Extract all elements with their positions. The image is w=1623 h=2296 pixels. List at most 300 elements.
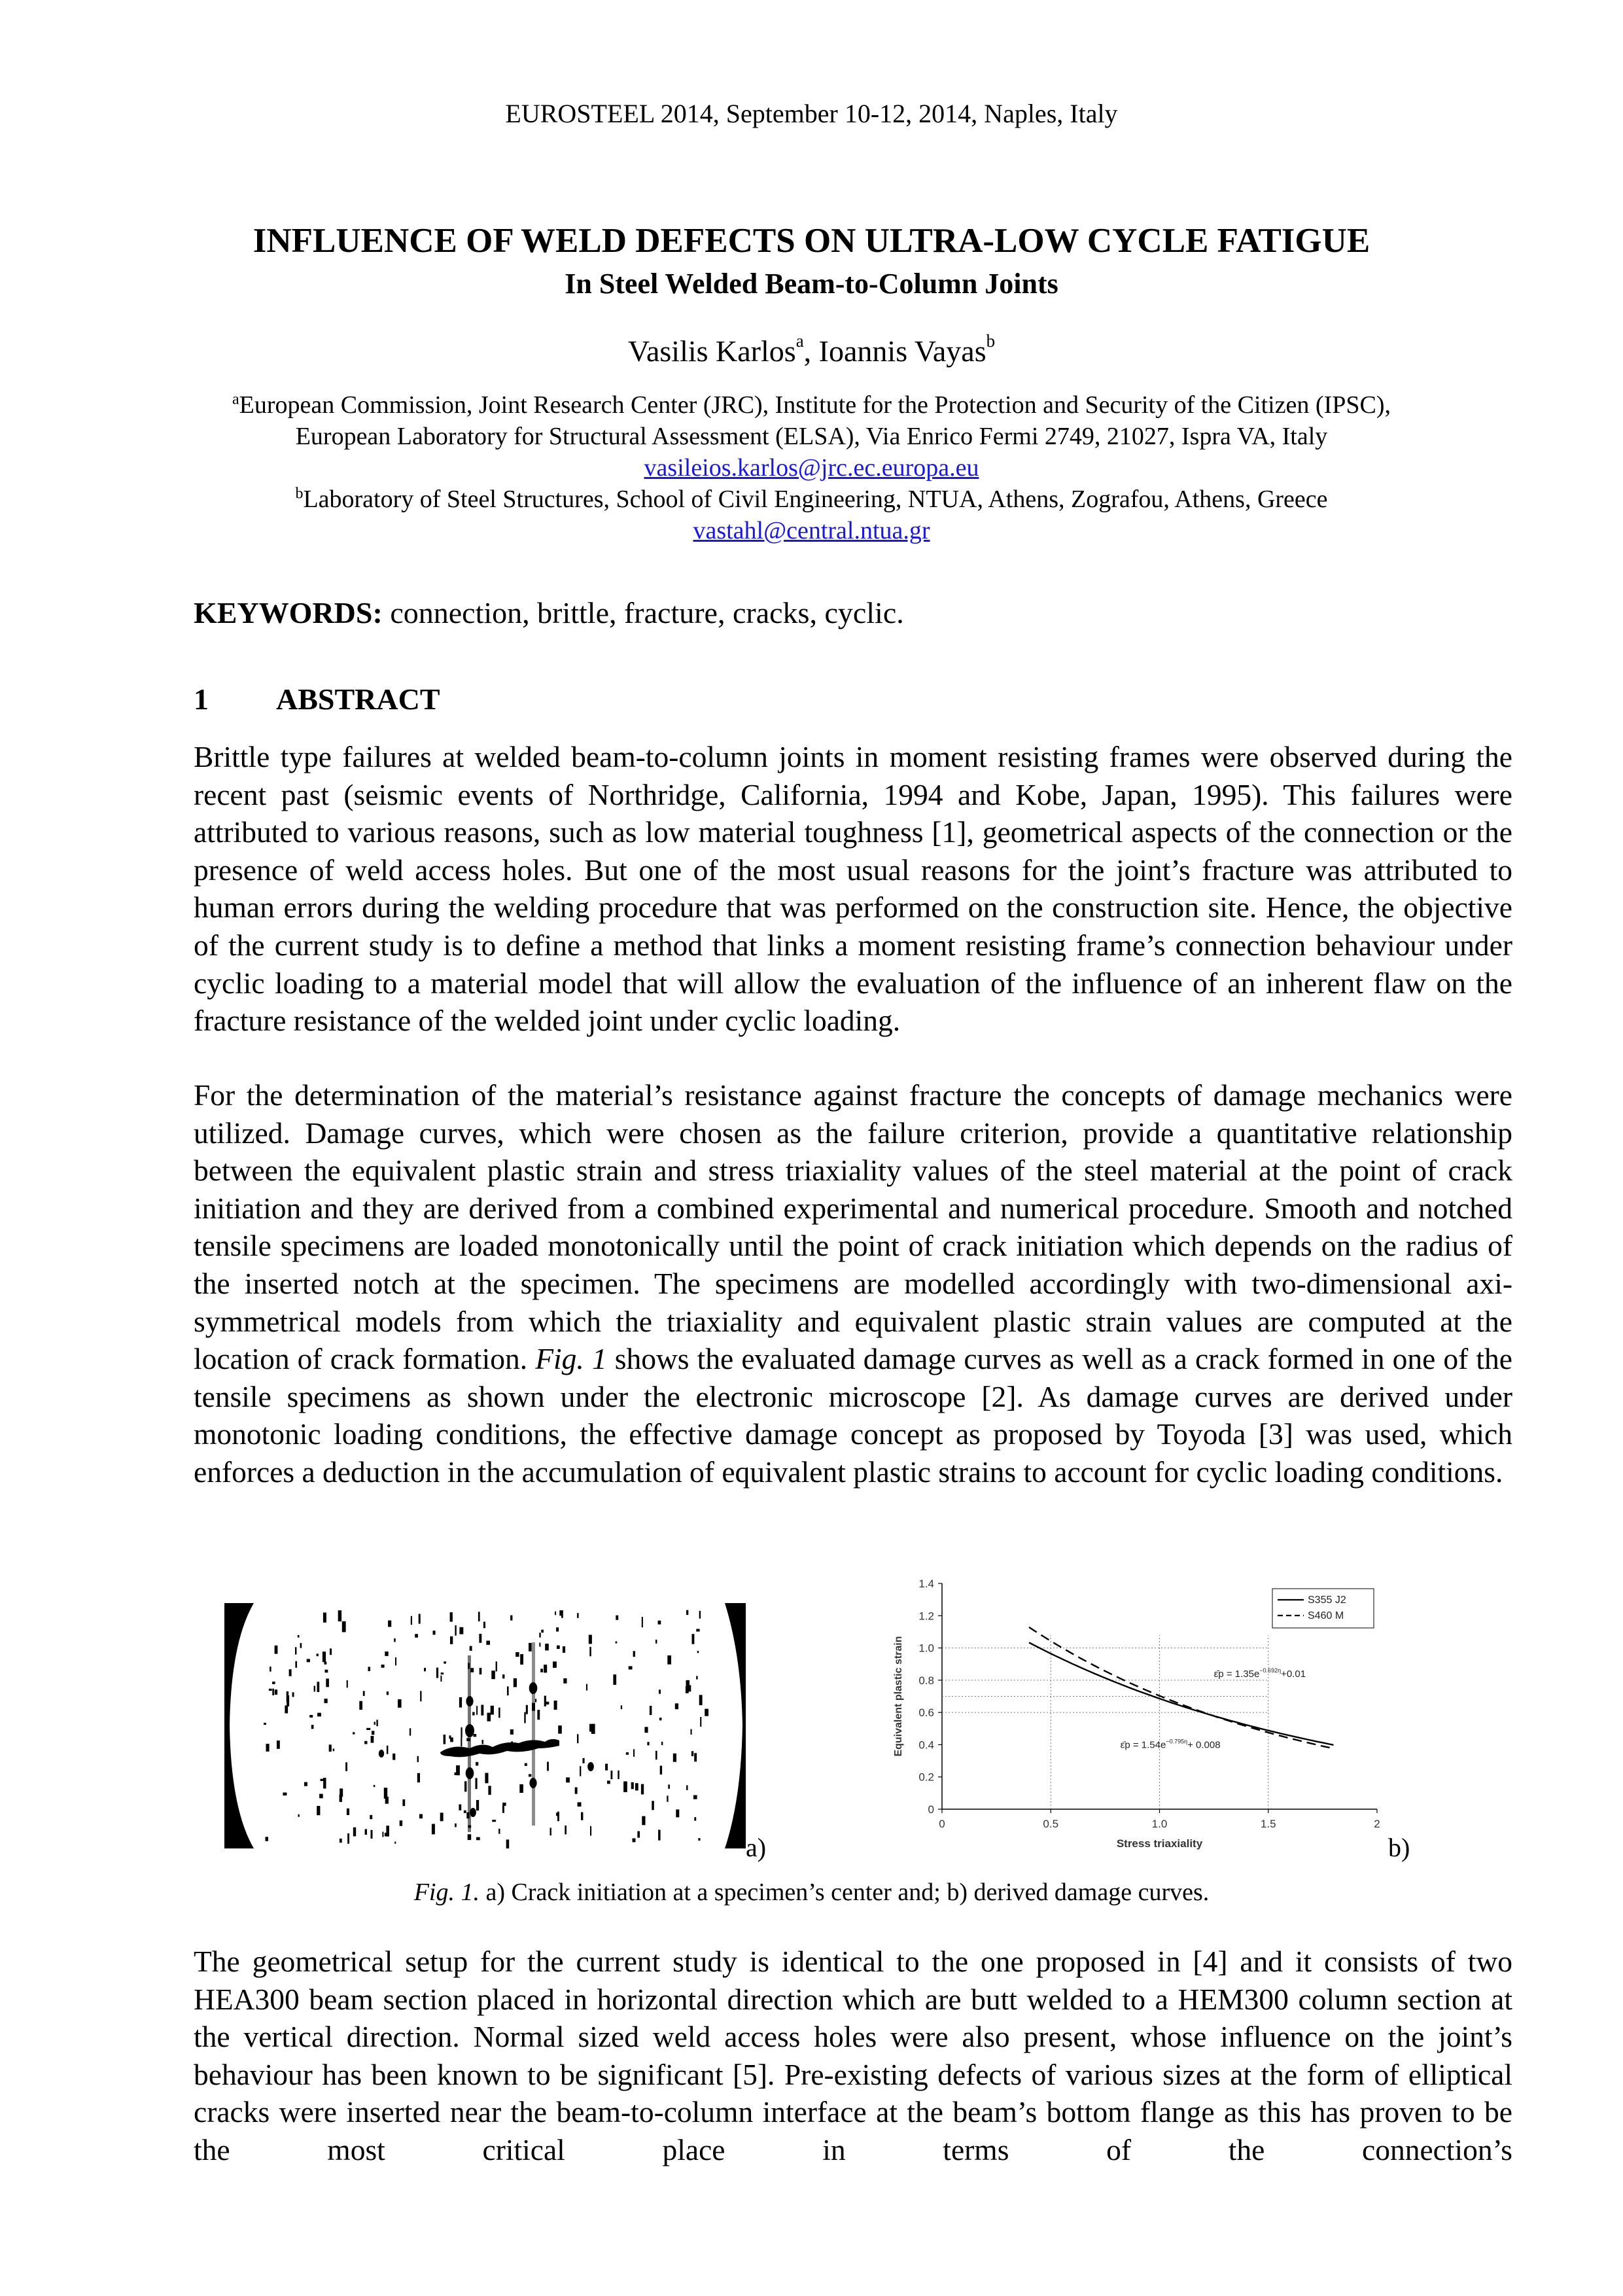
micro-speckle	[295, 1661, 297, 1668]
author-superscript: a	[795, 330, 804, 351]
x-tick-label: 2	[1374, 1818, 1380, 1830]
series-line-s355	[1029, 1642, 1334, 1745]
micro-speckle	[464, 1781, 466, 1792]
micro-speckle	[705, 1709, 708, 1716]
micro-speckle	[461, 1727, 462, 1737]
paragraph-text: For the determination of the material’s resistance against fracture the concepts of damage mechanics were utilized. Damage curves, which were chosen as the failure criterion, provide a quantitative relationship between the equivalent plastic strain and stress triaxiality values of the steel material at the point of crack initiation and they are derived from a combined experimental and numerical procedure. Smooth and notched tensile specimens are loaded monotonically until the point of crack initiation which depends on the radius of the inserted notch at the specimen. The specimens are modelled accordingly with two-dimensional axi-symmetrical models from which the triaxiality and equivalent plastic strain values are computed at the location of crack formation.	[194, 1078, 1512, 1376]
x-tick-label: 1.0	[1151, 1818, 1168, 1830]
legend-label: S460 M	[1308, 1610, 1344, 1621]
micro-speckle	[550, 1828, 551, 1835]
affiliation-marker: b	[295, 485, 304, 503]
micro-speckle	[468, 1834, 472, 1840]
micro-speckle	[565, 1826, 567, 1835]
keywords-line	[194, 595, 904, 630]
micro-speckle	[482, 1740, 484, 1744]
micro-speckle	[325, 1670, 328, 1673]
micro-speckle	[629, 1666, 633, 1669]
micro-speckle	[700, 1717, 701, 1727]
micro-speckle	[655, 1640, 657, 1644]
micro-speckle	[353, 1732, 355, 1734]
micro-speckle	[589, 1724, 591, 1732]
equation-tail: +0.01	[1281, 1668, 1306, 1680]
author-name: Ioannis Vayas	[818, 334, 986, 368]
micro-speckle	[485, 1773, 488, 1784]
x-axis-label: Stress triaxiality	[1116, 1837, 1203, 1850]
micro-speckle	[557, 1646, 560, 1649]
micro-speckle	[385, 1833, 387, 1837]
legend-label: S355 J2	[1308, 1595, 1346, 1606]
equation-exponent: −0.692η	[1259, 1667, 1282, 1674]
micro-speckle	[266, 1837, 269, 1841]
micro-speckle	[329, 1744, 332, 1752]
damage-curves-chart	[880, 1567, 1397, 1855]
micro-speckle	[480, 1668, 482, 1674]
micro-speckle	[659, 1689, 661, 1693]
micro-speckle	[371, 1736, 374, 1743]
micro-speckle	[440, 1676, 442, 1682]
micro-speckle	[535, 1699, 536, 1702]
micro-speckle	[382, 1832, 383, 1837]
micro-speckle	[660, 1766, 662, 1775]
micro-void	[587, 1762, 594, 1771]
micro-speckle	[546, 1702, 549, 1704]
section-number: 1	[194, 682, 209, 716]
micro-speckle	[364, 1741, 367, 1744]
section-title: ABSTRACT	[276, 682, 440, 716]
micro-speckle	[440, 1812, 444, 1821]
micro-speckle	[699, 1695, 703, 1705]
micro-speckle	[661, 1742, 663, 1745]
micro-speckle	[510, 1616, 512, 1621]
micro-speckle	[476, 1800, 479, 1810]
micro-speckle	[696, 1676, 697, 1679]
y-tick-label: 1.2	[918, 1610, 934, 1623]
y-tick-label: 0.2	[918, 1771, 934, 1784]
micro-speckle	[319, 1794, 323, 1799]
micro-speckle	[292, 1692, 294, 1697]
micro-speckle	[417, 1756, 419, 1762]
micro-speckle	[272, 1689, 274, 1695]
affiliation-text: European Commission, Joint Research Center (JRC), Institute for the Protection and Security of the Citizen (IPSC),	[239, 391, 1391, 419]
micro-speckle	[298, 1814, 300, 1817]
micro-speckle	[633, 1749, 635, 1757]
micro-speckle	[424, 1668, 426, 1671]
micro-speckle	[623, 1782, 627, 1792]
micro-speckle	[547, 1762, 549, 1771]
micro-speckle	[374, 1785, 375, 1787]
micro-speckle	[647, 1742, 649, 1745]
micro-speckle	[581, 1812, 583, 1820]
micro-speckle	[486, 1641, 490, 1645]
micro-speckle	[309, 1715, 313, 1718]
micro-speckle	[553, 1661, 557, 1668]
micro-speckle	[691, 1729, 692, 1735]
micro-speckle	[307, 1659, 310, 1662]
micro-speckle	[385, 1797, 389, 1804]
affiliation-b-email-line	[0, 516, 1623, 545]
micro-speckle	[507, 1686, 509, 1695]
micro-speckle	[659, 1718, 662, 1720]
micro-speckle	[642, 1617, 643, 1627]
micro-speckle	[694, 1817, 696, 1821]
micro-speckle	[395, 1657, 396, 1666]
micro-speckle	[411, 1616, 412, 1625]
micro-speckle	[314, 1686, 315, 1692]
micro-speckle	[321, 1779, 324, 1781]
micro-speckle	[365, 1829, 367, 1835]
micro-speckle	[481, 1705, 483, 1716]
micro-speckle	[631, 1782, 634, 1789]
micro-speckle	[676, 1809, 679, 1817]
micro-speckle	[289, 1669, 292, 1676]
micro-speckle	[492, 1820, 496, 1822]
micro-speckle	[476, 1706, 478, 1715]
micro-speckle	[387, 1746, 389, 1754]
micro-speckle	[323, 1651, 326, 1662]
micro-speckle	[317, 1653, 319, 1656]
micro-speckle	[583, 1758, 585, 1763]
micro-speckle	[340, 1788, 343, 1797]
y-tick-label: 0.4	[918, 1739, 934, 1752]
micro-speckle	[441, 1672, 444, 1674]
abstract-paragraph-1: Brittle type failures at welded beam-to-column joints in moment resisting frames were observed during the recent past (seismic events of Northridge, California, 1994 and Kobe, Japan, 1995). This failures were attributed to various reasons, such as low material toughness [1], geometrical aspects of the connection or the presence of weld access holes. But one of the most usual reasons for the joint’s fracture was attributed to human errors during the welding procedure that was performed on the construction site. Hence, the objective of the current study is to define a method that links a moment resisting frame’s connection behaviour under cyclic loading to a material model that will allow the evaluation of the influence of an inherent flaw on the fracture resistance of the welded joint under cyclic loading.	[194, 740, 1512, 1038]
micro-speckle	[637, 1831, 640, 1838]
abstract-paragraph-2	[194, 1076, 1512, 1491]
affiliation-a-line1	[0, 391, 1623, 419]
micro-speckle	[330, 1648, 332, 1655]
micro-speckle	[502, 1803, 506, 1806]
micro-speckle	[455, 1824, 457, 1828]
micro-speckle	[338, 1610, 341, 1621]
micro-speckle	[502, 1674, 504, 1678]
micro-speckle	[368, 1667, 371, 1671]
micro-speckle	[539, 1633, 540, 1637]
micro-speckle	[347, 1809, 349, 1815]
author-name: Vasilis Karlos	[627, 334, 796, 368]
micro-speckle	[326, 1678, 329, 1687]
micro-speckle	[686, 1785, 688, 1790]
micro-speckle	[461, 1737, 462, 1746]
section-heading	[194, 682, 440, 716]
micro-speckle	[686, 1686, 689, 1693]
micro-speckle	[371, 1830, 373, 1839]
micro-speckle	[474, 1734, 477, 1737]
micro-speckle	[455, 1773, 458, 1775]
micro-speckle	[577, 1734, 578, 1743]
micro-speckle	[264, 1723, 266, 1725]
micro-speckle	[300, 1643, 302, 1648]
micro-speckle	[544, 1696, 546, 1706]
paper-subtitle: In Steel Welded Beam-to-Column Joints	[565, 268, 1058, 300]
micro-speckle	[655, 1751, 657, 1760]
micro-speckle	[433, 1631, 436, 1634]
micro-speckle	[539, 1643, 540, 1647]
micro-speckle	[398, 1699, 402, 1708]
micro-speckle	[372, 1731, 374, 1735]
micro-speckle	[526, 1705, 528, 1714]
y-axis-label: Equivalent plastic strain	[893, 1636, 904, 1757]
micro-speckle	[658, 1830, 661, 1841]
micro-speckle	[675, 1703, 678, 1709]
micro-speckle	[541, 1630, 544, 1633]
keywords-text: connection, brittle, fracture, cracks, cyclic.	[382, 596, 904, 629]
micro-speckle	[694, 1753, 697, 1761]
y-tick-label: 1.4	[918, 1578, 934, 1590]
crack-micrograph	[224, 1603, 746, 1848]
micro-speckle	[644, 1727, 648, 1733]
micro-speckle	[347, 1680, 348, 1687]
micro-speckle	[450, 1612, 453, 1621]
micro-void	[379, 1750, 384, 1757]
affiliation-text: Laboratory of Steel Structures, School of Civil Engineering, NTUA, Athens, Zografou, Athens, Greece	[303, 486, 1328, 513]
micro-speckle	[591, 1724, 595, 1734]
micro-speckle	[304, 1782, 307, 1786]
micro-speckle	[347, 1833, 349, 1844]
series-line-s460	[1029, 1627, 1334, 1751]
micro-speckle	[577, 1613, 579, 1618]
micro-speckle	[488, 1786, 491, 1795]
micro-speckle	[285, 1705, 288, 1713]
micro-speckle	[420, 1691, 421, 1701]
micro-speckle	[616, 1642, 618, 1644]
x-tick-label: 0.5	[1043, 1818, 1059, 1830]
micro-speckle	[575, 1788, 578, 1794]
micro-speckle	[698, 1838, 700, 1841]
micro-speckle	[618, 1771, 619, 1779]
micro-speckle	[464, 1810, 466, 1813]
y-tick-label: 1.0	[918, 1642, 934, 1655]
micro-speckle	[275, 1646, 278, 1654]
conference-header: EUROSTEEL 2014, September 10-12, 2014, Naples, Italy	[505, 99, 1118, 128]
micro-speckle	[324, 1699, 328, 1703]
micro-speckle	[455, 1625, 456, 1636]
micro-speckle	[650, 1706, 652, 1715]
micro-speckle	[537, 1710, 540, 1720]
micro-speckle	[345, 1762, 347, 1771]
micro-speckle	[287, 1691, 288, 1703]
equation-s355	[1214, 1667, 1306, 1680]
micro-speckle	[545, 1644, 549, 1650]
micro-speckle	[667, 1795, 668, 1802]
micro-speckle	[317, 1713, 321, 1717]
micro-speckle	[270, 1667, 271, 1672]
micro-speckle	[496, 1661, 497, 1671]
micro-speckle	[476, 1778, 478, 1789]
micro-speckle	[529, 1774, 531, 1776]
micro-speckle	[283, 1793, 287, 1796]
figure-label-b: b)	[1388, 1833, 1410, 1862]
micro-speckle	[374, 1722, 375, 1725]
y-tick-label: 0.6	[918, 1706, 934, 1720]
micro-speckle	[459, 1627, 463, 1634]
micro-speckle	[444, 1661, 446, 1663]
affiliation-marker: a	[232, 391, 239, 408]
micro-speckle	[668, 1784, 670, 1788]
micro-speckle	[673, 1754, 676, 1762]
micro-speckle	[333, 1748, 334, 1751]
micro-speckle	[520, 1654, 523, 1665]
y-tick-label: 0.8	[918, 1674, 934, 1687]
micro-speckle	[478, 1612, 480, 1621]
micro-speckle	[394, 1638, 396, 1642]
paragraph-text: shows the evaluated damage curves as well as a crack formed in one of the tensile specimens as shown under the electronic microscope [2]. As damage curves are derived under monotonic loading conditions, the effective damage concept as proposed by Toyoda [3] was used, which enforces a deduction in the accumulation of equivalent plastic strains to account for cyclic loading conditions.	[194, 1342, 1512, 1489]
micro-speckle	[498, 1708, 500, 1718]
micro-speckle	[277, 1740, 280, 1749]
micro-speckle	[385, 1651, 388, 1656]
micro-speckle	[580, 1766, 581, 1776]
micro-speckle	[529, 1643, 532, 1651]
micro-speckle	[566, 1777, 570, 1782]
email-link[interactable]: vastahl@central.ntua.gr	[693, 517, 930, 544]
micro-speckle	[563, 1678, 567, 1684]
micro-speckle	[491, 1706, 494, 1715]
micro-speckle	[415, 1634, 418, 1638]
micro-speckle	[323, 1613, 326, 1623]
micro-speckle	[626, 1752, 629, 1755]
micro-speckle	[544, 1665, 547, 1672]
micro-speckle	[459, 1697, 462, 1708]
equation-s460	[1121, 1738, 1221, 1750]
micro-speckle	[514, 1678, 517, 1687]
paper-title: INFLUENCE OF WELD DEFECTS ON ULTRA-LOW CYCLE FATIGUE	[253, 222, 1370, 260]
micro-speckle	[472, 1712, 475, 1716]
micro-speckle	[432, 1824, 435, 1835]
micro-speckle	[298, 1635, 300, 1638]
micro-speckle	[269, 1689, 272, 1691]
micro-speckle	[696, 1629, 699, 1632]
micro-speckle	[410, 1728, 411, 1735]
micro-speckle	[510, 1729, 514, 1735]
caption-text: a) Crack initiation at a specimen’s center and; b) derived damage curves.	[480, 1879, 1210, 1906]
micro-speckle	[616, 1616, 618, 1620]
micro-speckle	[370, 1815, 372, 1819]
micro-speckle	[519, 1784, 523, 1793]
micro-speckle	[476, 1762, 478, 1766]
micro-speckle	[393, 1754, 395, 1760]
micro-speckle	[419, 1614, 421, 1624]
micro-speckle	[515, 1652, 519, 1657]
micro-speckle	[558, 1725, 562, 1734]
micro-speckle	[699, 1611, 701, 1619]
micro-speckle	[476, 1837, 480, 1841]
micro-speckle	[342, 1621, 346, 1633]
micro-speckle	[693, 1795, 697, 1799]
micro-speckle	[402, 1799, 405, 1806]
micro-speckle	[502, 1806, 504, 1813]
micro-speckle	[525, 1763, 527, 1766]
micro-speckle	[317, 1682, 320, 1692]
micro-speckle	[667, 1655, 671, 1665]
keywords-label: KEYWORDS:	[194, 596, 383, 629]
micro-speckle	[642, 1816, 645, 1826]
micro-speckle	[691, 1751, 693, 1756]
x-tick-label: 1.5	[1260, 1818, 1276, 1830]
micro-speckle	[353, 1828, 356, 1837]
micro-speckle	[400, 1820, 402, 1826]
affiliation-a-line2: European Laboratory for Structural Assessment (ELSA), Via Enrico Fermi 2749, 21027, Ispra VA, Italy	[295, 423, 1328, 450]
micro-speckle	[376, 1720, 377, 1726]
micro-speckle	[559, 1610, 562, 1616]
micro-speckle	[506, 1839, 510, 1848]
micro-speckle	[491, 1670, 495, 1679]
micro-speckle	[449, 1735, 451, 1739]
equation-exponent: −0.795η	[1166, 1738, 1188, 1745]
micro-speckle	[450, 1636, 453, 1644]
author-line: Vasilis Karlos$^a$, Ioannis Vayas$^b$	[627, 330, 996, 368]
micro-speckle	[381, 1665, 385, 1668]
micro-speckle	[470, 1646, 472, 1651]
micro-speckle	[359, 1701, 362, 1710]
micro-speckle	[311, 1725, 314, 1729]
body-paragraph-3: The geometrical setup for the current study is identical to the one proposed in [4] and it consists of two HEA300 beam section placed in horizontal direction which are butt welded to a HEM300 column section at the vertical direction. Normal sized weld access holes were also present, whose influence on the joint’s behaviour has been known to be significant [5]. Pre-existing defects of various sizes at the form of elliptical cracks were inserted near the beam-to-column interface at the beam’s bottom flange as this has proven to be the most critical place in terms of the connection’s	[194, 1945, 1512, 2166]
micro-speckle	[366, 1728, 370, 1730]
micro-speckle	[387, 1691, 389, 1695]
micro-speckle	[697, 1651, 699, 1653]
micro-speckle	[589, 1635, 592, 1644]
micro-speckle	[611, 1771, 613, 1779]
micro-speckle	[686, 1610, 688, 1615]
micro-speckle	[272, 1682, 275, 1684]
micro-speckle	[607, 1780, 610, 1784]
micro-speckle	[586, 1684, 587, 1691]
micro-speckle	[323, 1778, 326, 1789]
micro-speckle	[419, 1814, 423, 1819]
micro-speckle	[658, 1621, 661, 1625]
equation-main: ε̄p = 1.54e	[1120, 1739, 1166, 1751]
figure-caption	[0, 1878, 1623, 1907]
micro-speckle	[692, 1634, 695, 1644]
equation-main: ε̄p = 1.35e	[1213, 1668, 1260, 1680]
micro-speckle	[578, 1802, 582, 1807]
micro-speckle	[317, 1806, 320, 1815]
micro-speckle	[589, 1647, 591, 1656]
micro-speckle	[363, 1691, 365, 1696]
micro-speckle	[613, 1674, 616, 1685]
micro-speckle	[388, 1621, 391, 1627]
micro-speckle	[295, 1647, 296, 1654]
micro-speckle	[605, 1764, 608, 1771]
micro-speckle	[459, 1805, 461, 1810]
micro-speckle	[652, 1801, 654, 1810]
micro-speckle	[635, 1783, 638, 1790]
affiliation-a-email-line	[0, 453, 1623, 482]
y-tick-label: 0	[928, 1803, 934, 1816]
micro-speckle	[340, 1839, 342, 1843]
caption-prefix: Fig. 1.	[413, 1879, 480, 1906]
micro-speckle	[556, 1627, 559, 1631]
micro-speckle	[554, 1701, 557, 1710]
micro-speckle	[479, 1634, 481, 1643]
micro-speckle	[487, 1713, 491, 1722]
email-link[interactable]: vasileios.karlos@jrc.ec.europa.eu	[644, 454, 979, 482]
x-tick-label: 0	[939, 1818, 945, 1830]
micro-speckle	[563, 1646, 565, 1653]
micro-speckle	[555, 1612, 556, 1616]
figure-label-a: a)	[746, 1833, 767, 1862]
micro-speckle	[483, 1622, 485, 1629]
micro-speckle	[417, 1773, 420, 1782]
equation-tail: + 0.008	[1187, 1739, 1221, 1751]
micro-speckle	[498, 1829, 500, 1834]
author-superscript: b	[986, 330, 996, 351]
micro-speckle	[540, 1669, 543, 1672]
micro-speckle	[641, 1784, 644, 1795]
micro-speckle	[633, 1839, 636, 1843]
figure-reference: Fig. 1	[535, 1342, 607, 1376]
micro-speckle	[266, 1744, 270, 1752]
micro-speckle	[444, 1735, 446, 1744]
micro-speckle	[524, 1712, 525, 1723]
